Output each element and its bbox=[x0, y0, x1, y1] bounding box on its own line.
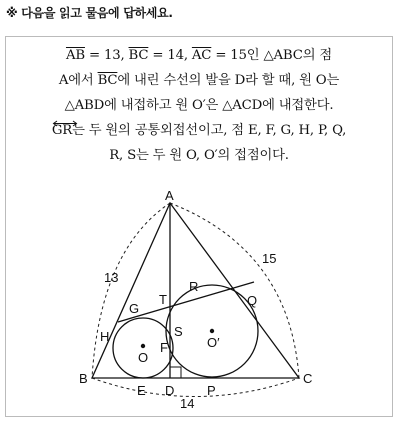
instruction-text: ※ 다음을 읽고 물음에 답하세요. bbox=[6, 6, 173, 20]
text: GR bbox=[51, 123, 73, 138]
label-e: E bbox=[137, 383, 146, 398]
right-angle-mark bbox=[170, 367, 181, 378]
segment-ab: $\overline{AB}$ bbox=[65, 48, 85, 63]
label-o: O bbox=[138, 350, 149, 365]
label-p: P bbox=[207, 383, 216, 398]
text: = 14, bbox=[148, 48, 192, 63]
label-a: A bbox=[165, 188, 174, 203]
label-o-prime: O′ bbox=[207, 335, 220, 350]
segment-bc: $\overline{BC}$ bbox=[128, 48, 149, 63]
label-g: G bbox=[129, 301, 140, 316]
text: = 15인 △ABC의 점 bbox=[211, 48, 333, 63]
text: = 13, bbox=[84, 48, 129, 63]
problem-line-3: △ABD에 내접하고 원 O′은 △ACD에 내접한다. bbox=[64, 98, 334, 113]
label-d: D bbox=[165, 383, 175, 398]
length-ac: 15 bbox=[262, 251, 277, 266]
label-q: Q bbox=[247, 293, 258, 308]
label-b: B bbox=[79, 371, 88, 386]
label-f: F bbox=[160, 340, 168, 355]
text: 에 내린 수선의 발을 D라 할 때, 원 O는 bbox=[117, 73, 340, 88]
problem-line-5: R, S는 두 원 O, O′의 접점이다. bbox=[109, 148, 289, 163]
text: A에서 bbox=[58, 73, 98, 88]
label-r: R bbox=[189, 279, 199, 294]
length-bc: 14 bbox=[180, 396, 195, 411]
center-o bbox=[141, 344, 145, 348]
label-t: T bbox=[159, 292, 167, 307]
label-c: C bbox=[303, 371, 313, 386]
text: 는 두 원의 공통외접선이고, 점 E, F, G, H, P, Q, bbox=[72, 123, 347, 138]
segment-bc: $\overline{BC}$ bbox=[97, 73, 118, 88]
label-s: S bbox=[174, 324, 183, 339]
segment-ac: $\overline{AC}$ bbox=[191, 48, 212, 63]
label-h: H bbox=[100, 329, 110, 344]
length-ab: 13 bbox=[104, 270, 119, 285]
arc-bc bbox=[92, 378, 299, 397]
center-o-prime bbox=[210, 329, 214, 333]
